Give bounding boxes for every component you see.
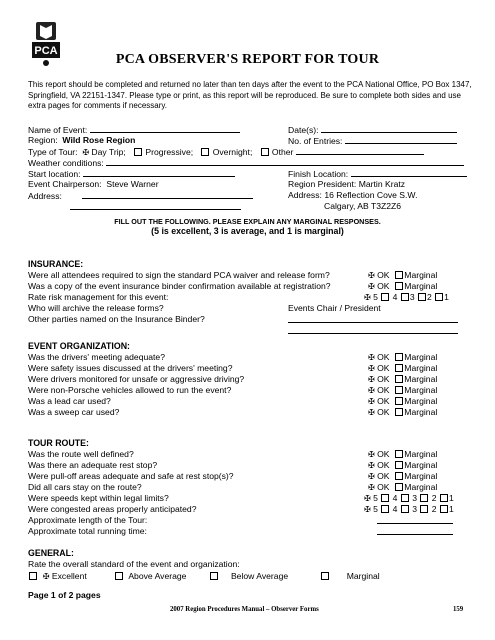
general-option-marginal: Marginal xyxy=(320,571,380,581)
checked-ok-icon[interactable]: ✠ xyxy=(368,483,375,492)
general-option-below-average: Below Average xyxy=(209,571,288,581)
finish-row: Finish Location: xyxy=(288,168,467,179)
insurance-q4: Who will archive the release forms? xyxy=(28,303,164,313)
rating-4-checkbox[interactable] xyxy=(381,505,389,513)
address-field-1[interactable] xyxy=(82,190,253,199)
insurance-q5: Other parties named on the Insurance Binder? xyxy=(28,314,205,324)
overnight-checkbox[interactable] xyxy=(201,148,209,156)
insurance-q1: Were all attendees required to sign the standard PCA waiver and release form? xyxy=(28,270,330,280)
marginal-checkbox[interactable] xyxy=(395,472,403,480)
general-heading: GENERAL: xyxy=(28,548,74,558)
checked-ok-icon[interactable]: ✠ xyxy=(368,408,375,417)
insurance-q5-field-1 xyxy=(288,314,458,325)
time-question: Approximate total running time: xyxy=(28,526,147,536)
president-value: Martin Kratz xyxy=(358,179,406,189)
tour-route-heading: TOUR ROUTE: xyxy=(28,438,89,448)
checked-ok-icon[interactable]: ✠ xyxy=(368,271,375,280)
insurance-q3: Rate risk management for this event: xyxy=(28,292,169,302)
event-org-question-6: Was a sweep car used? xyxy=(28,407,120,417)
other-parties-field-2[interactable] xyxy=(288,325,458,334)
event-org-question-6-answer: ✠ OK Marginal xyxy=(368,407,438,417)
event-org-question-4: Were non-Porsche vehicles allowed to run the event? xyxy=(28,385,232,395)
checked-rating-icon[interactable]: ✠ xyxy=(364,505,371,514)
above-average-checkbox[interactable] xyxy=(115,572,123,580)
general-option-above-average: Above Average xyxy=(114,571,186,581)
intro-text: This report should be completed and returned no later than ten days after the event to the PCA National Office, PO Box 1347, Springfield, VA 22151-1347. Please type or print, as this report will be reproduced. Be sure to complete both sides and use extra pages for comments if necessary. xyxy=(28,80,472,110)
footer-page-number: 159 xyxy=(453,606,464,613)
insurance-heading: INSURANCE: xyxy=(28,259,84,269)
insurance-q5-field-2 xyxy=(288,325,458,336)
address-field-2[interactable] xyxy=(70,201,241,210)
event-org-question-5-answer: ✠ OK Marginal xyxy=(368,396,438,406)
insurance-q2-answer: ✠ OK Marginal xyxy=(368,281,438,291)
length-field-wrap xyxy=(377,515,453,526)
insurance-q2: Was a copy of the event insurance binder confirmation available at registration? xyxy=(28,281,331,291)
tour-route-question-1: Was the route well defined? xyxy=(28,449,134,459)
excellent-checkbox[interactable] xyxy=(29,572,37,580)
checked-ok-icon[interactable]: ✠ xyxy=(368,364,375,373)
entries-row: No. of Entries: xyxy=(288,135,457,146)
event-org-question-4-answer: ✠ OK Marginal xyxy=(368,385,438,395)
checked-ok-icon[interactable]: ✠ xyxy=(368,397,375,406)
time-field[interactable] xyxy=(377,526,453,535)
marginal-checkbox[interactable] xyxy=(395,282,403,290)
dates-field[interactable] xyxy=(321,124,457,133)
rating-1-checkbox[interactable] xyxy=(435,293,443,301)
tour-route-question-1-answer: ✠ OK Marginal xyxy=(368,449,438,459)
checked-ok-icon[interactable]: ✠ xyxy=(368,353,375,362)
finish-field[interactable] xyxy=(351,168,467,177)
start-field[interactable] xyxy=(83,168,235,177)
marginal-checkbox[interactable] xyxy=(395,483,403,491)
address-row: Address: xyxy=(28,190,253,201)
name-of-event-field[interactable] xyxy=(90,124,240,133)
checked-ok-icon[interactable]: ✠ xyxy=(368,386,375,395)
general-question: Rate the overall standard of the event and organization: xyxy=(28,559,240,569)
checked-ok-icon[interactable]: ✠ xyxy=(368,375,375,384)
rating-1-checkbox[interactable] xyxy=(440,505,448,513)
event-org-question-1-answer: ✠ OK Marginal xyxy=(368,352,438,362)
other-checkbox[interactable] xyxy=(261,148,269,156)
checked-ok-icon[interactable]: ✠ xyxy=(368,282,375,291)
tour-route-question-4: Did all cars stay on the route? xyxy=(28,482,142,492)
marginal-checkbox[interactable] xyxy=(395,408,403,416)
name-of-event-row: Name of Event: xyxy=(28,124,240,135)
region-address-line2: Calgary, AB T3Z2Z6 xyxy=(324,201,402,211)
weather-field[interactable] xyxy=(106,157,464,166)
marginal-checkbox[interactable] xyxy=(395,461,403,469)
event-org-question-1: Was the drivers' meeting adequate? xyxy=(28,352,165,362)
president-row: Region President: Martin Kratz xyxy=(288,179,406,189)
speed-rating: ✠ 5 4 3 2 1 xyxy=(364,493,454,503)
tour-route-question-2: Was there an adequate rest stop? xyxy=(28,460,158,470)
below-average-checkbox[interactable] xyxy=(210,572,218,580)
marginal-checkbox[interactable] xyxy=(395,375,403,383)
marginal-checkbox[interactable] xyxy=(395,386,403,394)
checked-rating-icon[interactable]: ✠ xyxy=(364,494,371,503)
chairperson-value: Steve Warner xyxy=(106,179,159,189)
rating-1-checkbox[interactable] xyxy=(440,494,448,502)
checked-ok-icon[interactable]: ✠ xyxy=(368,472,375,481)
weather-row: Weather conditions: xyxy=(28,157,464,168)
rating-2-checkbox[interactable] xyxy=(420,494,428,502)
marginal-checkbox[interactable] xyxy=(321,572,329,580)
rating-3-checkbox[interactable] xyxy=(401,505,409,513)
marginal-checkbox[interactable] xyxy=(395,364,403,372)
event-org-question-2: Were safety issues discussed at the drivers' meeting? xyxy=(28,363,233,373)
entries-field[interactable] xyxy=(345,135,457,144)
tour-route-question-4-answer: ✠ OK Marginal xyxy=(368,482,438,492)
instructions-line2: (5 is excellent, 3 is average, and 1 is marginal) xyxy=(151,226,344,236)
marginal-checkbox[interactable] xyxy=(395,397,403,405)
type-of-tour-row: Type of Tour: ✠ Day Trip; Progressive; Overnight; Other xyxy=(28,146,424,157)
insurance-q4-answer: Events Chair / President xyxy=(288,303,381,313)
general-option-excellent: ✠ Excellent xyxy=(28,571,87,581)
start-row: Start location: xyxy=(28,168,235,179)
event-org-heading: EVENT ORGANIZATION: xyxy=(28,341,130,351)
address-row-2 xyxy=(70,201,241,212)
rating-3-checkbox[interactable] xyxy=(401,293,409,301)
region-address-row: Address: 16 Reflection Cove S.W. xyxy=(288,190,418,200)
marginal-checkbox[interactable] xyxy=(395,271,403,279)
dates-row: Date(s): xyxy=(288,124,457,135)
checked-rating-icon[interactable]: ✠ xyxy=(364,293,371,302)
event-org-question-2-answer: ✠ OK Marginal xyxy=(368,363,438,373)
chairperson-row: Event Chairperson: Steve Warner xyxy=(28,179,159,189)
event-org-question-5: Was a lead car used? xyxy=(28,396,111,406)
speed-question: Were speeds kept within legal limits? xyxy=(28,493,169,503)
checked-ok-icon[interactable]: ✠ xyxy=(368,450,375,459)
length-field[interactable] xyxy=(377,515,453,524)
rating-2-checkbox[interactable] xyxy=(420,505,428,513)
page-number-text: Page 1 of 2 pages xyxy=(28,590,101,600)
marginal-checkbox[interactable] xyxy=(395,450,403,458)
rating-3-checkbox[interactable] xyxy=(401,494,409,502)
time-field-wrap xyxy=(377,526,453,537)
congestion-rating: ✠ 5 4 3 2 1 xyxy=(364,504,454,514)
rating-4-checkbox[interactable] xyxy=(381,293,389,301)
insurance-q3-rating: ✠ 5 4 3 2 1 xyxy=(364,292,449,302)
instructions-line1: FILL OUT THE FOLLOWING. PLEASE EXPLAIN ANY MARGINAL RESPONSES. xyxy=(114,217,381,226)
rating-2-checkbox[interactable] xyxy=(418,293,426,301)
logo-text: PCA xyxy=(34,45,58,57)
event-org-question-3: Were drivers monitored for unsafe or aggressive driving? xyxy=(28,374,245,384)
checked-excellent-icon[interactable]: ✠ xyxy=(42,572,50,581)
progressive-checkbox[interactable] xyxy=(134,148,142,156)
rating-4-checkbox[interactable] xyxy=(381,494,389,502)
length-question: Approximate length of the Tour: xyxy=(28,515,148,525)
insurance-q1-answer: ✠ OK Marginal xyxy=(368,270,438,280)
event-org-question-3-answer: ✠ OK Marginal xyxy=(368,374,438,384)
marginal-checkbox[interactable] xyxy=(395,353,403,361)
page-title: PCA OBSERVER'S REPORT FOR TOUR xyxy=(115,52,380,67)
other-parties-field-1[interactable] xyxy=(288,314,458,323)
tour-route-question-2-answer: ✠ OK Marginal xyxy=(368,460,438,470)
region-row: Region: Wild Rose Region xyxy=(28,135,136,145)
footer-manual: 2007 Region Procedures Manual – Observer Forms xyxy=(170,606,319,613)
tour-route-question-3: Were pull-off areas adequate and safe at rest stop(s)? xyxy=(28,471,234,481)
tour-route-question-3-answer: ✠ OK Marginal xyxy=(368,471,438,481)
congestion-question: Were congested areas properly anticipated? xyxy=(28,504,197,514)
region-value: Wild Rose Region xyxy=(62,135,136,145)
checked-day-trip-icon[interactable]: ✠ xyxy=(82,148,90,157)
other-field[interactable] xyxy=(296,146,424,155)
checked-ok-icon[interactable]: ✠ xyxy=(368,461,375,470)
